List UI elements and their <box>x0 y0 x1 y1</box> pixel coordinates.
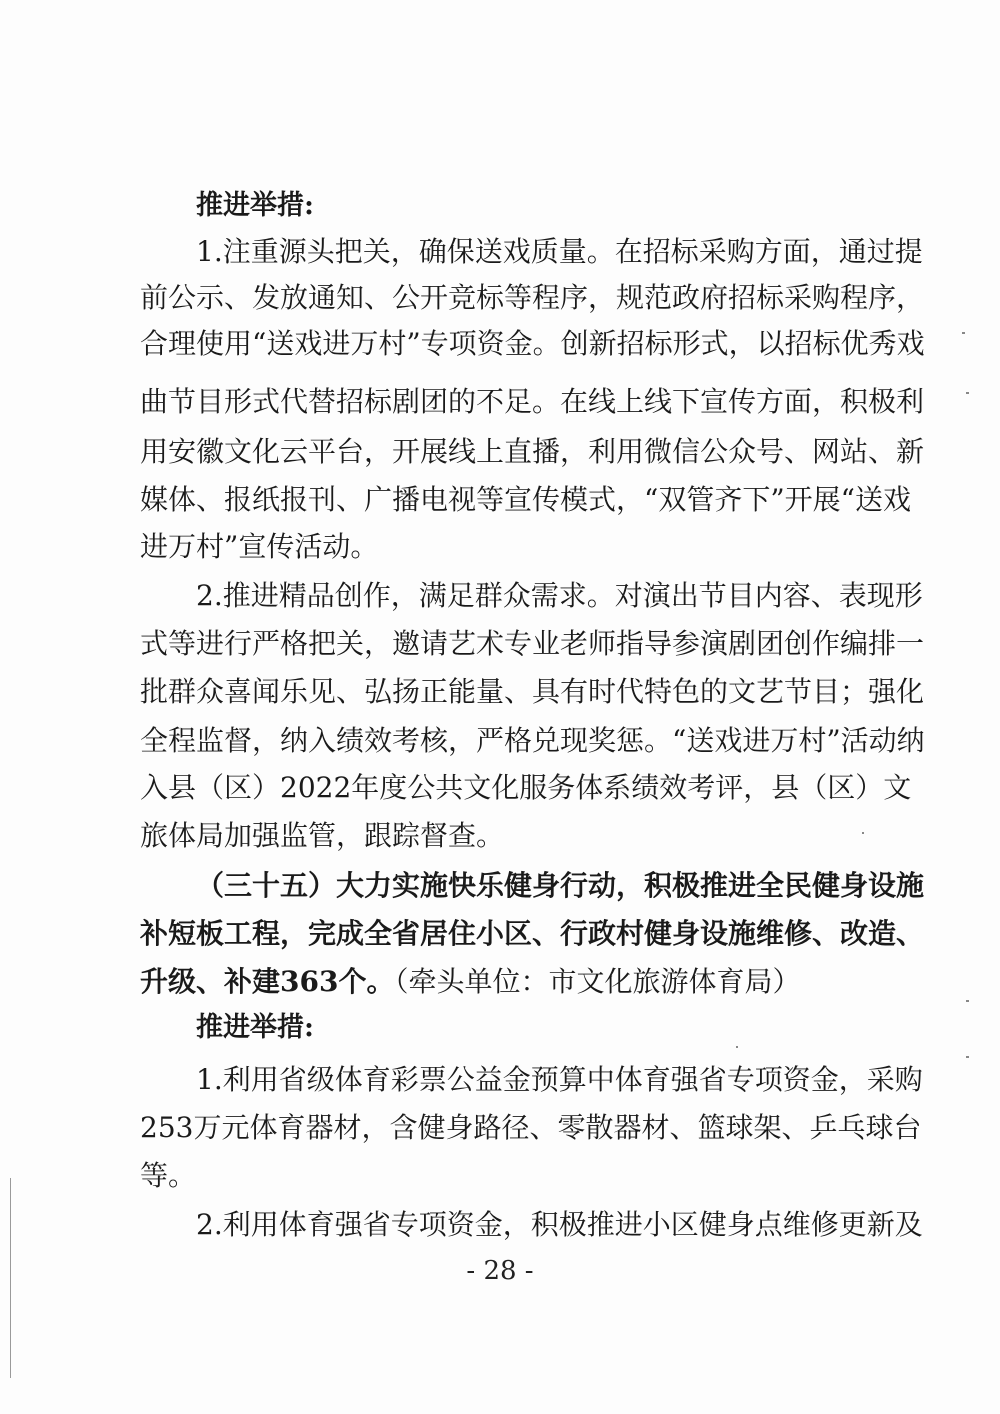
paragraph-line: 2.推进精品创作，满足群众需求。对演出节目内容、表现形 <box>196 579 923 612</box>
section-title-line: 升级、补建363个。 <box>140 965 395 998</box>
paragraph-line: 用安徽文化云平台，开展线上直播，利用微信公众号、网站、新 <box>140 435 925 468</box>
paragraph-line: 媒体、报纸报刊、广播电视等宣传模式，“双管齐下”开展“送戏 <box>140 483 911 516</box>
scan-speck <box>862 832 864 834</box>
paragraph-line: 入县（区）2022年度公共文化服务体系绩效考评，县（区）文 <box>140 771 912 804</box>
paragraph-line: 全程监督，纳入绩效考核，严格兑现奖惩。“送戏进万村”活动纳 <box>140 724 925 757</box>
paragraph-line: 旅体局加强监管，跟踪督查。 <box>140 819 505 852</box>
section-heading: 推进举措: <box>196 1012 314 1043</box>
scan-margin-line <box>10 1178 11 1378</box>
section-title-line: （三十五）大力实施快乐健身行动，积极推进全民健身设施 <box>196 869 925 902</box>
section-title-final-line <box>140 962 888 1002</box>
scan-speck <box>966 1000 969 1002</box>
paragraph-line: 曲节目形式代替招标剧团的不足。在线上线下宣传方面，积极利 <box>140 385 925 418</box>
paragraph-line: 进万村”宣传活动。 <box>140 530 379 563</box>
paragraph-line: 前公示、发放通知、公开竞标等程序，规范政府招标采购程序， <box>140 281 925 314</box>
paragraph-line: 批群众喜闻乐见、弘扬正能量、具有时代特色的文艺节目；强化 <box>140 675 925 708</box>
paragraph-line: 253万元体育器材，含健身路径、零散器材、篮球架、乒乓球台 <box>140 1111 922 1144</box>
lead-unit: （牵头单位：市文化旅游体育局） <box>394 965 801 998</box>
scan-speck <box>966 392 969 394</box>
paragraph-line: 式等进行严格把关，邀请艺术专业老师指导参演剧团创作编排一 <box>140 627 925 660</box>
paragraph-line: 1.利用省级体育彩票公益金预算中体育强省专项资金，采购 <box>196 1063 923 1096</box>
paragraph-line: 1.注重源头把关，确保送戏质量。在招标采购方面，通过提 <box>196 235 923 268</box>
paragraph-line: 2.利用体育强省专项资金，积极推进小区健身点维修更新及 <box>196 1208 923 1241</box>
page-number: - 28 - <box>466 1256 534 1286</box>
scan-speck <box>962 332 965 334</box>
section-heading: 推进举措: <box>196 190 314 221</box>
paragraph-line: 等。 <box>140 1159 197 1192</box>
scan-speck <box>966 1056 969 1058</box>
section-title-line: 补短板工程，完成全省居住小区、行政村健身设施维修、改造、 <box>140 917 925 950</box>
scan-speck <box>736 1046 738 1048</box>
paragraph-line: 合理使用“送戏进万村”专项资金。创新招标形式，以招标优秀戏 <box>140 327 925 360</box>
